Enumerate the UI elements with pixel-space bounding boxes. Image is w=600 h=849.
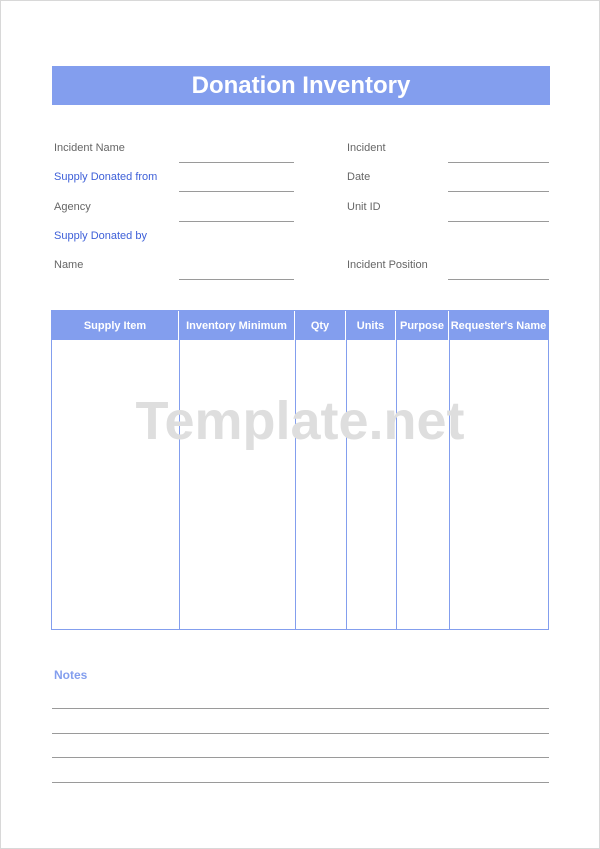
header-purpose: Purpose [396, 311, 449, 340]
notes-line[interactable] [52, 757, 549, 758]
incident-position-label: Incident Position [347, 259, 428, 271]
column-divider [179, 340, 180, 629]
agency-label: Agency [54, 201, 91, 213]
header-requesters-name: Requester's Name [450, 319, 547, 332]
incident-label: Incident [347, 142, 386, 154]
column-divider [295, 340, 296, 629]
inventory-table [51, 310, 549, 630]
column-divider [396, 340, 397, 629]
header-supply-item: Supply Item [52, 311, 179, 340]
incident-field[interactable] [448, 162, 549, 163]
incident-position-field[interactable] [448, 279, 549, 280]
unit-id-label: Unit ID [347, 201, 381, 213]
watermark: Template.net [135, 391, 465, 451]
notes-line[interactable] [52, 708, 549, 709]
agency-field[interactable] [179, 221, 294, 222]
column-divider [346, 340, 347, 629]
incident-name-label: Incident Name [54, 142, 125, 154]
name-label: Name [54, 259, 84, 271]
notes-title: Notes [54, 668, 88, 682]
header-qty: Qty [295, 311, 346, 340]
page-title: Donation Inventory [52, 66, 550, 105]
supply-donated-by-label: Supply Donated by [54, 230, 147, 242]
date-label: Date [347, 171, 371, 183]
notes-line[interactable] [52, 733, 549, 734]
column-divider [449, 340, 450, 629]
date-field[interactable] [448, 191, 549, 192]
name-field[interactable] [179, 279, 294, 280]
unit-id-field[interactable] [448, 221, 549, 222]
header-inventory-minimum: Inventory Minimum [179, 311, 295, 340]
supply-donated-from-label: Supply Donated from [54, 171, 158, 183]
header-units: Units [346, 311, 396, 340]
notes-line[interactable] [52, 782, 549, 783]
supply-donated-from-field[interactable] [179, 191, 294, 192]
table-header-row [52, 311, 548, 340]
incident-name-field[interactable] [179, 162, 294, 163]
